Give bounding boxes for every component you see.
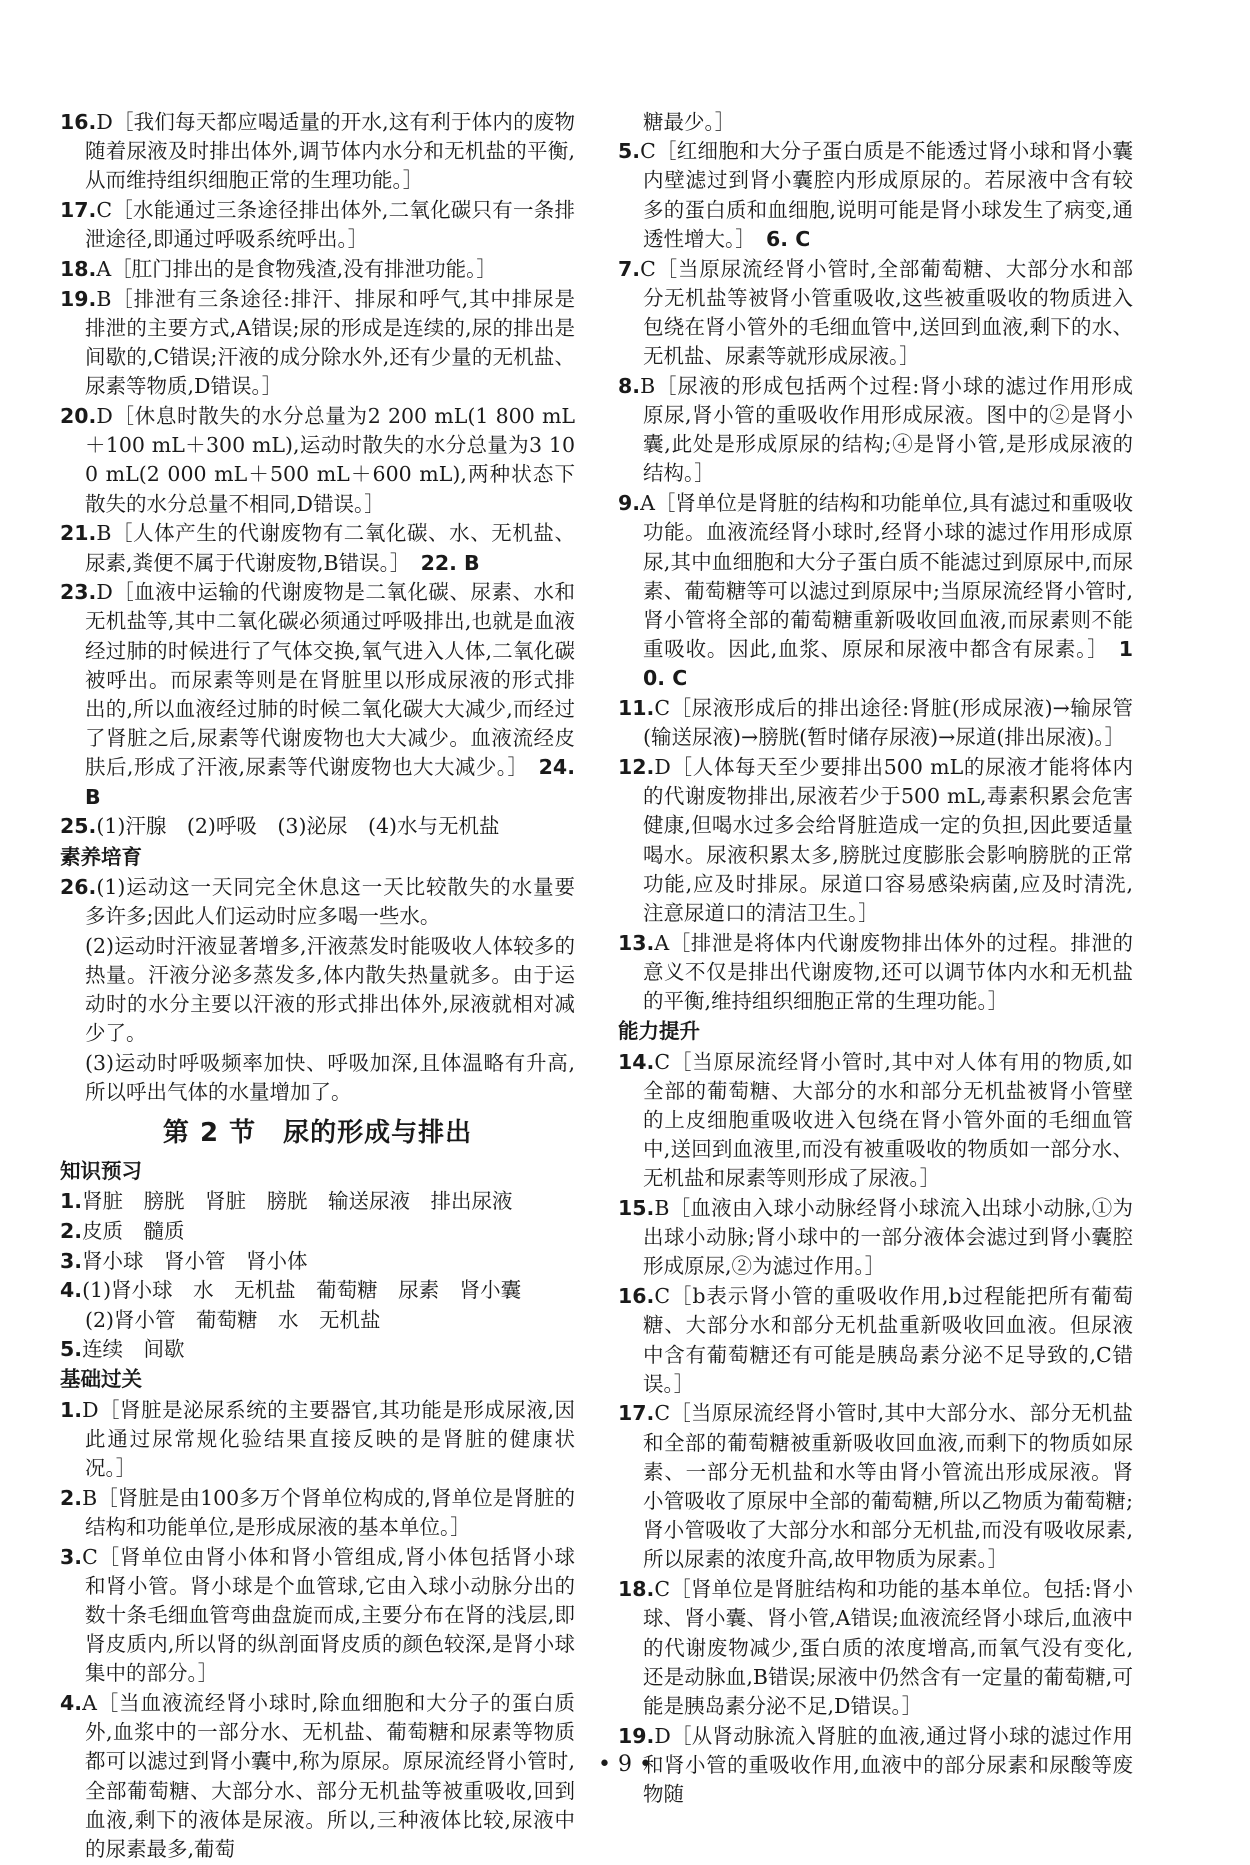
answer-entry [60, 285, 575, 402]
answer-entry [60, 812, 575, 841]
answer-entry [618, 372, 1133, 489]
answer-entry [618, 489, 1133, 693]
answer-entry [60, 1484, 575, 1542]
answer-text: C［水能通过三条途径排出体外,二氧化碳只有一条排泄途径,即通过呼吸系统呼出。］ [85, 198, 575, 252]
answer-subpart: (3)运动时呼吸频率加快、呼吸加深,且体温略有升高,所以呼出气体的水量增加了。 [85, 1050, 575, 1104]
heading-nengli: 能力提升 [618, 1019, 700, 1044]
answer-number: 3. [60, 1544, 83, 1569]
answer-number: 2. [60, 1218, 83, 1243]
answer-number: 9. [618, 491, 641, 516]
answer-entry [60, 1187, 575, 1216]
answer-number: 17. [618, 1401, 655, 1426]
answer-tail: 10. C [643, 637, 1133, 691]
answer-entry [60, 1217, 575, 1246]
answer-entry [60, 1247, 575, 1276]
answer-number: 8. [618, 373, 641, 398]
section-title: 第 2 节 尿的形成与排出 [162, 1117, 473, 1148]
answer-text: C［当原尿流经肾小管时,其中大部分水、部分无机盐和全部的葡萄糖被重新吸收回血液,而剩下的物质如尿素、一部分无机盐和水等由肾小管流出形成尿液。肾小管吸收了原尿中全部的葡萄糖,所以乙物质为葡萄糖;肾小管吸收了大部分水和部分无机盐,而没有吸收尿素,所以尿素的浓度升高,故甲物质为尿素。］ [643, 1401, 1133, 1572]
answer-subpart: (2)运动时汗液显著增多,汗液蒸发时能吸收人体较多的热量。汗液分泌多蒸发多,体内散失热量就多。由于运动时的水分主要以汗液的形式排出体外,尿液就相对减少了。 [85, 933, 575, 1046]
answer-entry [60, 402, 575, 519]
answer-text: C［红细胞和大分子蛋白质是不能透过肾小球和肾小囊内壁滤过到肾小囊腔内形成原尿的。若尿液中含有较多的蛋白质和血细胞,说明可能是肾小球发生了病变,通透性增大。］ [640, 139, 1133, 251]
answer-entry [60, 578, 575, 812]
answer-entry [60, 1396, 575, 1484]
answer-entry [60, 196, 575, 254]
answer-entry [60, 519, 575, 577]
page-number: • 9 • [598, 1752, 652, 1777]
answer-text: D［我们每天都应喝适量的开水,这有利于体内的废物随着尿液及时排出体外,调节体内水分和无机盐的平衡,从而维持组织细胞正常的生理功能。］ [85, 110, 575, 193]
answer-tail: 24. B [85, 755, 575, 809]
answer-text: C［肾单位是肾脏结构和功能的基本单位。包括:肾小球、肾小囊、肾小管,A错误;血液流经肾小球后,血液中的代谢废物减少,蛋白质的浓度增高,而氧气没有变化,还是动脉血,B错误;尿液中仍然含有一定量的葡萄糖,可能是胰岛素分泌不足,D错误。］ [643, 1577, 1133, 1718]
answer-number: 23. [60, 580, 97, 605]
answer-number: 11. [618, 696, 655, 721]
answer-text: 皮质 髓质 [82, 1218, 185, 1243]
answer-text: B［肾脏是由100多万个肾单位构成的,肾单位是肾脏的结构和功能单位,是形成尿液的基本单位。］ [82, 1485, 575, 1539]
answer-entry: 26.(1)运动这一天同完全休息这一天比较散失的水量要多许多;因此人们运动时应多喝一些水。 [60, 874, 575, 928]
answer-text: C［尿液形成后的排出途径:肾脏(形成尿液)→输尿管(输送尿液)→膀胱(暂时储存尿液)→尿道(排出尿液)。］ [643, 696, 1133, 750]
answer-entry [618, 1194, 1133, 1282]
answer-entry [60, 1276, 575, 1305]
answer-number: 17. [60, 198, 97, 223]
nengli-list [618, 1048, 1133, 1810]
answer-number: 1. [60, 1397, 83, 1422]
answer-entry [618, 1575, 1133, 1721]
answer-text: 肾小球 肾小管 肾小体 [82, 1248, 308, 1273]
answer-text: A［排泄是将体内代谢废物排出体外的过程。排泄的意义不仅是排出代谢废物,还可以调节体内水和无机盐的平衡,维持组织细胞正常的生理功能。］ [643, 930, 1133, 1014]
answer-number: 19. [618, 1723, 655, 1748]
answer-number: 21. [60, 521, 97, 546]
answer-entry: 5.连续 间歇 [60, 1337, 185, 1362]
answer-text: A［肾单位是肾脏的结构和功能单位,具有滤过和重吸收功能。血液流经肾小球时,经肾小球的滤过作用形成原尿,其中血细胞和大分子蛋白质不能滤过到原尿中,而尿素、葡萄糖等可以滤过到原尿中;当原尿流经肾小管时,肾小管将全部的葡萄糖重新吸收回血液,而尿素则不能重吸收。因此,血浆、原尿和尿液中都含有尿素。］ [640, 491, 1133, 662]
left-answers-group-a [60, 108, 575, 842]
answer-tail: 22. B [420, 550, 480, 575]
answer-number: 19. [60, 286, 97, 311]
answer-entry [60, 108, 575, 196]
answer-text: 肾脏 膀胱 肾脏 膀胱 输送尿液 排出尿液 [82, 1189, 513, 1214]
answer-number: 18. [60, 257, 97, 282]
answer-number: 15. [618, 1196, 655, 1221]
answer-text: A［肛门排出的是食物残渣,没有排泄功能。］ [96, 257, 497, 282]
answer-number: 12. [618, 754, 655, 779]
answer-text: A［当血液流经肾小球时,除血细胞和大分子的蛋白质外,血浆中的一部分水、无机盐、葡萄糖和尿素等物质都可以滤过到肾小囊中,称为原尿。原尿流经肾小管时,全部葡萄糖、大部分水、部分无机盐等被重吸收,回到血液,剩下的液体是尿液。所以,三种液体比较,尿液中的尿素最多,葡萄 [82, 1691, 575, 1862]
jichu-list [60, 1396, 575, 1865]
answer-number: 3. [60, 1248, 83, 1273]
answer-number: 18. [618, 1577, 655, 1602]
answer-tail: 6. C [766, 226, 811, 251]
answer-text: D［休息时散失的水分总量为2 200 mL(1 800 mL＋100 mL＋300 mL),运动时散失的水分总量为3 100 mL(2 000 mL＋500 mL＋600 mL),两种状态下散失的水分总量不相同,D错误。］ [85, 404, 575, 516]
answer-entry [618, 694, 1133, 752]
left-column [60, 108, 575, 1865]
answer-text: D［血液中运输的代谢废物是二氧化碳、尿素、水和无机盐等,其中二氧化碳必须通过呼吸排出,也就是血液经过肺的时候进行了气体交换,氧气进入人体,二氧化碳被呼出。而尿素等则是在肾脏里以形成尿液的形式排出的,所以血液经过肺的时候二氧化碳大大减少,而经过了肾脏之后,尿素等代谢废物也大大减少。血液流经皮肤后,形成了汗液,尿素等代谢废物也大大减少。］ [85, 580, 575, 780]
zhishi-list [60, 1187, 575, 1305]
answer-entry [618, 1399, 1133, 1574]
answer-number: 4. [60, 1278, 83, 1303]
answer-number: 25. [60, 814, 97, 839]
answer-text: B［血液由入球小动脉经肾小球流入出球小动脉,①为出球小动脉;肾小球中的一部分液体会滤过到肾小囊腔形成原尿,②为滤过作用。］ [643, 1196, 1133, 1279]
answer-text: (1)汗腺 (2)呼吸 (3)泌尿 (4)水与无机盐 [96, 814, 500, 839]
answer-text: D［从肾动脉流入肾脏的血液,通过肾小球的滤过作用和肾小管的重吸收作用,血液中的部分尿素和尿酸等废物随 [643, 1723, 1133, 1807]
answer-text: C［当原尿流经肾小管时,全部葡萄糖、大部分水和部分无机盐等被肾小管重吸收,这些被重吸收的物质进入包绕在肾小管外的毛细血管中,送回到血液,剩下的水、无机盐、尿素等就形成尿液。］ [640, 256, 1133, 369]
right-column [618, 108, 1133, 1810]
answer-number: 7. [618, 256, 641, 281]
right-answers-group-a [618, 137, 1133, 1016]
answer-text: B［尿液的形成包括两个过程:肾小球的滤过作用形成原尿,肾小管的重吸收作用形成尿液。图中的②是肾小囊,此处是形成原尿的结构;④是肾小管,是形成尿液的结构。］ [640, 373, 1133, 486]
answer-number: 4. [60, 1691, 83, 1716]
answer-number: 1. [60, 1189, 83, 1214]
answer-text: (1)肾小球 水 无机盐 葡萄糖 尿素 肾小囊 [82, 1278, 522, 1303]
answer-number: 20. [60, 404, 97, 429]
answer-entry [618, 137, 1133, 254]
answer-number: 16. [60, 110, 97, 134]
answer-entry [618, 255, 1133, 372]
answer-entry [618, 1048, 1133, 1194]
answer-number: 13. [618, 930, 655, 955]
answer-entry [60, 1543, 575, 1689]
answer-text: C［当原尿流经肾小管时,其中对人体有用的物质,如全部的葡萄糖、大部分的水和部分无机盐被肾小管壁的上皮细胞重吸收进入包绕在肾小管外面的毛细血管中,送回到血液里,而没有被重吸收的物质如一部分水、无机盐和尿素等则形成了尿液。］ [643, 1049, 1133, 1191]
heading-suyang: 素养培育 [60, 844, 142, 869]
heading-jichu: 基础过关 [60, 1367, 142, 1392]
answer-entry [618, 929, 1133, 1017]
answer-entry [618, 753, 1133, 928]
answer-text: D［人体每天至少要排出500 mL的尿液才能将体内的代谢废物排出,尿液若少于500 mL,毒素积累会危害健康,但喝水过多会给肾脏造成一定的负担,因此要适量喝水。尿液积累太多,膀胱过度膨胀会影响膀胱的正常功能,应及时排尿。尿道口容易感染病菌,应及时清洗,注意尿道口的清洁卫生。］ [643, 754, 1133, 925]
answer-entry [60, 255, 575, 284]
answer-text: B［排泄有三条途径:排汗、排尿和呼气,其中排尿是排泄的主要方式,A错误;尿的形成是连续的,尿的排出是间歇的,C错误;汗液的成分除水外,还有少量的无机盐、尿素等物质,D错误。］ [85, 286, 575, 399]
answer-text: C［肾单位由肾小体和肾小管组成,肾小体包括肾小球和肾小管。肾小球是个血管球,它由入球小动脉分出的数十条毛细血管弯曲盘旋而成,主要分布在肾的浅层,即肾皮质内,所以肾的纵剖面肾皮质的颜色较深,是肾小球集中的部分。］ [82, 1544, 575, 1686]
answer-entry [618, 1282, 1133, 1399]
answer-text: D［肾脏是泌尿系统的主要器官,其功能是形成尿液,因此通过尿常规化验结果直接反映的是肾脏的健康状况。］ [82, 1397, 575, 1480]
answer-number: 14. [618, 1049, 655, 1074]
continued-text: 糖最少。］ [643, 110, 736, 134]
answer-text: C［b表示肾小管的重吸收作用,b过程能把所有葡萄糖、大部分水和部分无机盐重新吸收回血液。但尿液中含有葡萄糖还有可能是胰岛素分泌不足导致的,C错误。］ [643, 1284, 1133, 1396]
answer-text: B［人体产生的代谢废物有二氧化碳、水、无机盐、尿素,粪便不属于代谢废物,B错误。］ [85, 521, 575, 575]
answer-number: 16. [618, 1284, 655, 1309]
heading-zhishi: 知识预习 [60, 1158, 142, 1183]
answer-number: 2. [60, 1485, 83, 1510]
answer-number: 5. [618, 139, 641, 164]
answer-subpart: (2)肾小管 葡萄糖 水 无机盐 [85, 1307, 381, 1332]
